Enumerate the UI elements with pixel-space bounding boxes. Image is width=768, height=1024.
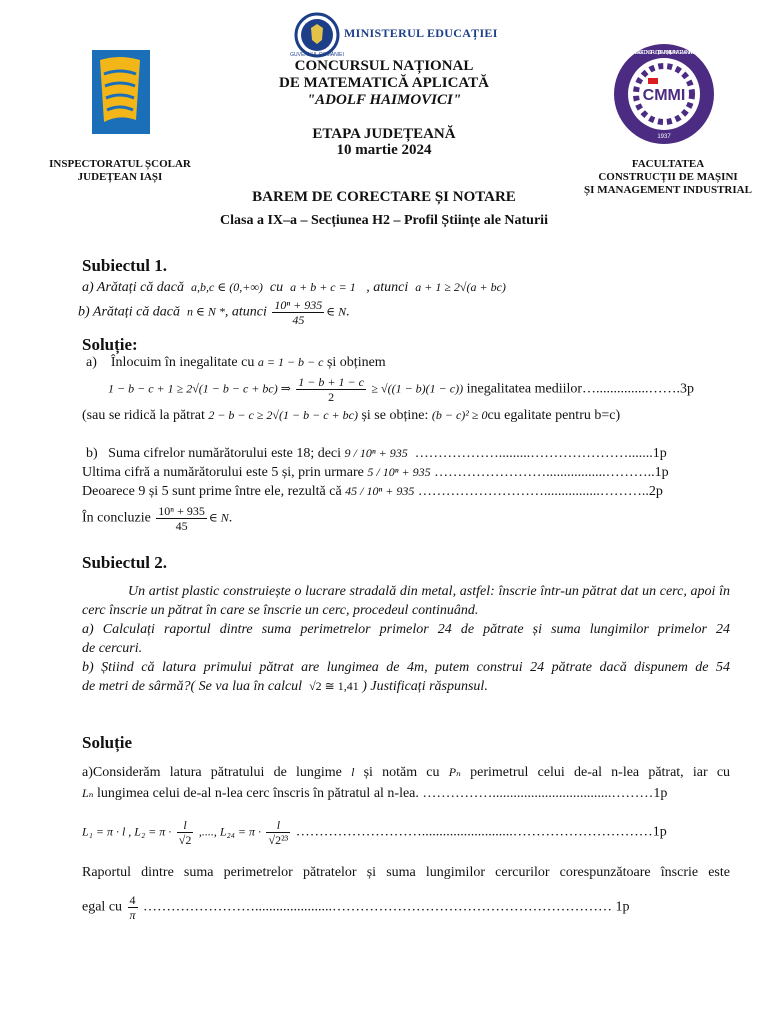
subject2-statement: Un artist plastic construiește o lucrare stradală din metal, astfel: înscrie într-un pătrat dat un cerc, apoi în cerc înscrie un pătrat în care se înscrie un cerc, procedeul continuând. a) Calculați raportul dintre suma perimetrelor primelor 24 de pătrate și suma lungimilor primelor 24 de cercuri. b) Știind că latura primului pătrat are lungimea de 4m, putem construi 24 pătrate dacă dispunem de 54 de metri de sârmă?( Se va lua în calcul √2 ≅ 1,41 ) Justificați răspunsul.	[82, 584, 730, 694]
solution2-a-formula: L₁ = π · l , L₂ = π · $\frac{l}{√2}$ ,...., L₂₄ = π · $\frac{l}{\text{√2²³}}$ ………………………..........................…………………………1p	[82, 818, 667, 847]
solution2-a-para: a)Considerăm latura pătratului de lungime l și notăm cu Pₙ perimetrul celui de-al n-lea pătrat, iar cu Lₙ lungimea celui de-al n-lea cerc înscris în pătratul al n-lea. ……………..................................………1p	[82, 765, 731, 801]
ministry-name: MINISTERUL EDUCAȚIEI	[344, 26, 498, 40]
svg-text:GUVERNUL ROMÂNIEI: GUVERNUL ROMÂNIEI	[290, 52, 344, 58]
solution2-a-line5: egal cu $\frac{4}{\pi}$ ……………………......................…………………………………………………… 1p	[82, 893, 630, 922]
solution1-a-line1: a) Înlocuim în inegalitate cu a = 1 − b − c și obținem	[86, 355, 386, 370]
svg-text:CMMI: CMMI	[642, 87, 686, 104]
svg-text:FACULTATEA DE CONSTRUCȚII DE M: FACULTATEA DE CONSTRUCȚII DE MAȘINI ȘI MANAGEMENT INDUSTRIAL	[624, 50, 704, 56]
subject2-title: Subiectul 2.	[82, 553, 168, 572]
doc-title: BAREM DE CORECTARE ȘI NOTARE	[252, 189, 516, 205]
solution1-a-line3: (sau se ridică la pătrat 2 − b − c ≥ 2√(1 − b − c + bc) și se obține: (b − c)² ≥ 0cu egalitate pentru b=c)	[82, 408, 621, 423]
faculty-name: FACULTATEA CONSTRUCȚII DE MAȘINI ȘI MANAGEMENT INDUSTRIAL	[584, 158, 752, 196]
subject1-title: Subiectul 1.	[82, 256, 168, 275]
solution1-a-line2: 1 − b − c + 1 ≥ 2√(1 − b − c + bc) ⇒ $\frac{1 - b + 1 - c}{2}$ ≥ √((1 − b)(1 − c)) inegalitatea mediilor…...............…….3p	[108, 375, 695, 404]
ministry-logo	[290, 12, 344, 58]
solution1-b-line2: Ultima cifră a numărătorului este 5 și, prin urmare 5 / 10ⁿ + 935 …………………….................………..1p	[82, 465, 669, 480]
inspectorate-name: INSPECTORATUL ȘCOLAR JUDEȚEAN IAȘI	[49, 158, 191, 183]
solution1-title: Soluție:	[82, 335, 138, 354]
solution1-b-line1: b) Suma cifrelor numărătorului este 18; deci 9 / 10ⁿ + 935 ……………….........………………….......1p	[86, 446, 667, 461]
stage: ETAPA JUDEȚEANĂ 10 martie 2024	[312, 126, 456, 158]
class-line: Clasa a IX–a – Secțiunea H2 – Profil Științe ale Naturii	[220, 213, 548, 228]
solution1-b-line3: Deoarece 9 și 5 sunt prime între ele, rezultă că 45 / 10ⁿ + 935 ………………………................………..2p	[82, 484, 663, 499]
subject1-a: a) Arătați că dacă a,b,c ∈ (0,+∞) cu a + b + c = 1 , atunci a + 1 ≥ 2√(a + bc)	[82, 280, 506, 295]
subject1-b: b) Arătați că dacă n ∈ N *, atunci $\frac{\text{10ⁿ + 935}}{45}$ ∈ N.	[78, 298, 350, 327]
solution2-a-line4: Raportul dintre suma perimetrelor pătratelor și suma lungimilor cercurilor corespunzătoare înscrie este	[82, 865, 730, 880]
solution2-title: Soluție	[82, 733, 133, 752]
svg-text:1937: 1937	[657, 134, 671, 140]
contest-title: CONCURSUL NAȚIONAL DE MATEMATICĂ APLICATĂ "ADOLF HAIMOVICI"	[278, 58, 489, 108]
inspectorate-logo	[92, 50, 150, 134]
solution1-b-line4: În concluzie $\frac{\text{10ⁿ + 935}}{45}$ ∈ N.	[82, 504, 233, 533]
cmmi-logo	[612, 42, 716, 146]
